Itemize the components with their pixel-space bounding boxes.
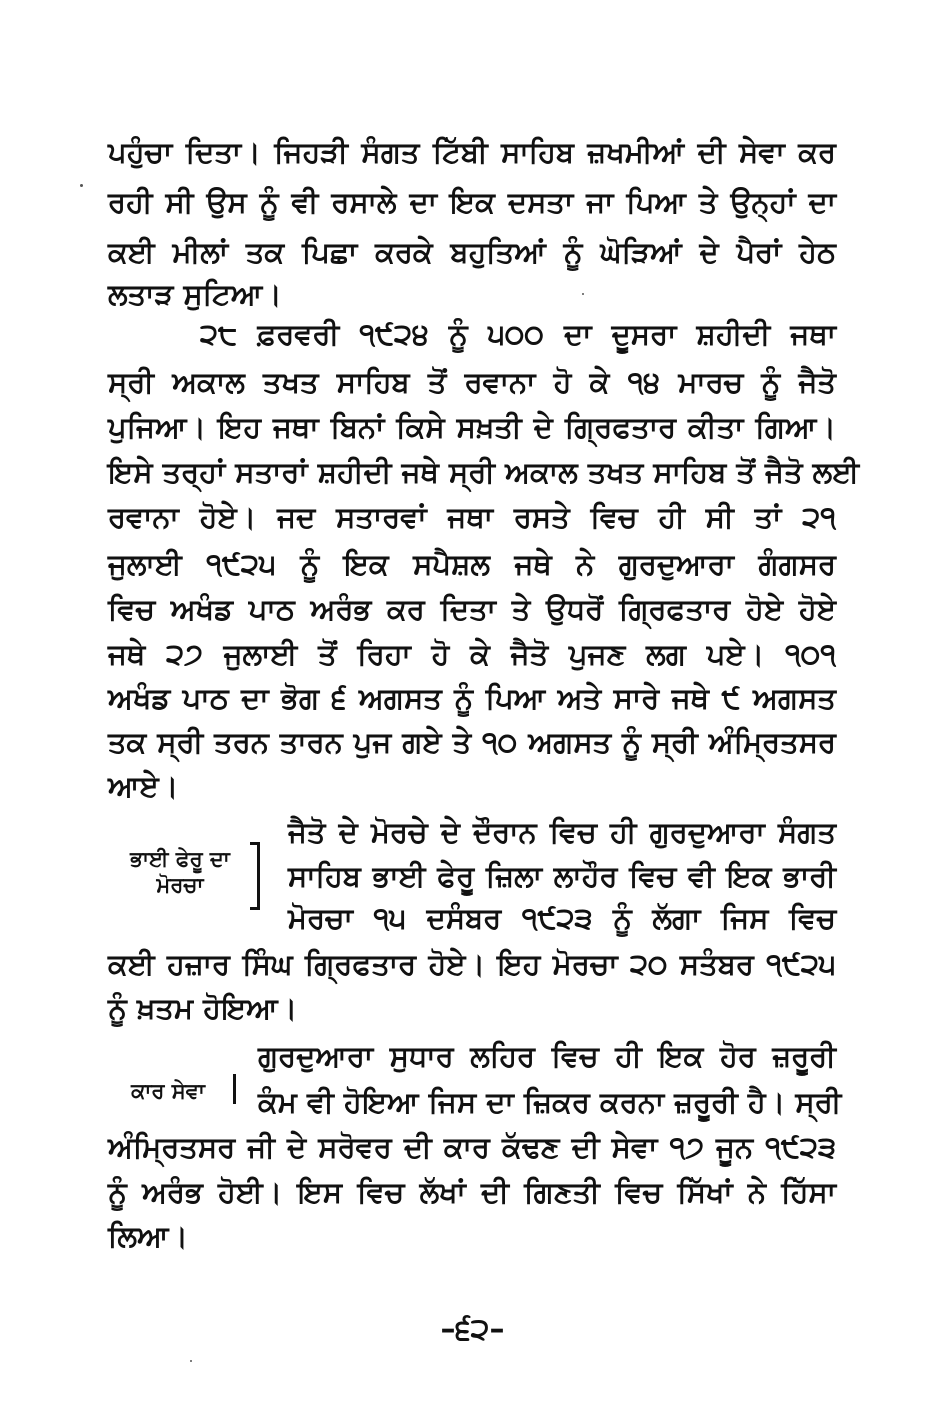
text-line: ਜੈਤੋ ਦੇ ਮੋਰਚੇ ਦੇ ਦੌਰਾਨ ਵਿਚ ਹੀ ਗੁਰਦੁਆਰਾ ਸੰਗਤ [288, 815, 836, 849]
side-note-line: ਮੋਰਚਾ [156, 873, 204, 898]
text-line: ੨੮ ਫ਼ਰਵਰੀ ੧੯੨੪ ਨੂੰ ੫੦੦ ਦਾ ਦੂਸਰਾ ਸ਼ਹੀਦੀ ਜਥਾ [200, 317, 836, 351]
scan-speck [582, 293, 584, 295]
text-line: ਕਈ ਮੀਲਾਂ ਤਕ ਪਿਛਾ ਕਰਕੇ ਬਹੁਤਿਆਂ ਨੂੰ ਘੋੜਿਆਂ ਦੇ ਪੈਰਾਂ ਹੇਠ [108, 235, 836, 269]
text-line: ਰਹੀ ਸੀ ਉਸ ਨੂੰ ਵੀ ਰਸਾਲੇ ਦਾ ਇਕ ਦਸਤਾ ਜਾ ਪਿਆ ਤੇ ਉਨ੍ਹਾਂ ਦਾ [108, 185, 836, 219]
text-line: ਅੰਮ੍ਰਿਤਸਰ ਜੀ ਦੇ ਸਰੋਵਰ ਦੀ ਕਾਰ ਕੱਢਣ ਦੀ ਸੇਵਾ ੧੭ ਜੂਨ ੧੯੨੩ [108, 1130, 836, 1164]
text-line: ਵਿਚ ਅਖੰਡ ਪਾਠ ਅਰੰਭ ਕਰ ਦਿਤਾ ਤੇ ਉਧਰੋਂ ਗ੍ਰਿਫਤਾਰ ਹੋਏ ਹੋਏ [108, 592, 836, 626]
text-line: ਨੂੰ ਖ਼ਤਮ ਹੋਇਆ। [108, 991, 298, 1025]
scan-speck [80, 184, 83, 187]
text-line: ਜੁਲਾਈ ੧੯੨੫ ਨੂੰ ਇਕ ਸਪੈਸ਼ਲ ਜਥੇ ਨੇ ਗੁਰਦੁਆਰਾ ਗੰਗਸਰ [108, 547, 836, 581]
text-line: ਲਤਾੜ ਸੁਟਿਆ। [108, 277, 282, 311]
text-line: ਕੰਮ ਵੀ ਹੋਇਆ ਜਿਸ ਦਾ ਜ਼ਿਕਰ ਕਰਨਾ ਜ਼ਰੂਰੀ ਹੈ। ਸ੍ਰੀ [258, 1085, 842, 1119]
text-line: ਨੂੰ ਅਰੰਭ ਹੋਈ। ਇਸ ਵਿਚ ਲੱਖਾਂ ਦੀ ਗਿਣਤੀ ਵਿਚ ਸਿੱਖਾਂ ਨੇ ਹਿੱਸਾ [108, 1175, 836, 1209]
text-line: ਗੁਰਦੁਆਰਾ ਸੁਧਾਰ ਲਹਿਰ ਵਿਚ ਹੀ ਇਕ ਹੋਰ ਜ਼ਰੂਰੀ [258, 1039, 836, 1073]
side-note-line: ਕਾਰ ਸੇਵਾ [131, 1079, 205, 1103]
scan-speck [190, 1360, 192, 1362]
text-line: ਅਖੰਡ ਪਾਠ ਦਾ ਭੋਗ ੬ ਅਗਸਤ ਨੂੰ ਪਿਆ ਅਤੇ ਸਾਰੇ ਜਥੇ ੯ ਅਗਸਤ [108, 681, 836, 715]
text-line: ਜਥੇ ੨੭ ਜੁਲਾਈ ਤੋਂ ਰਿਹਾ ਹੋ ਕੇ ਜੈਤੋ ਪੁਜਣ ਲਗ ਪਏ। ੧੦੧ [108, 637, 836, 671]
side-note-bracket [250, 842, 260, 910]
text-line: ਇਸੇ ਤਰ੍ਹਾਂ ਸਤਾਰਾਂ ਸ਼ਹੀਦੀ ਜਥੇ ਸ੍ਰੀ ਅਕਾਲ ਤਖਤ ਸਾਹਿਬ ਤੋਂ ਜੈਤੋ ਲਈ [108, 455, 860, 489]
text-line: ਪਹੁੰਚਾ ਦਿਤਾ। ਜਿਹੜੀ ਸੰਗਤ ਟਿੱਬੀ ਸਾਹਿਬ ਜ਼ਖਮੀਆਂ ਦੀ ਸੇਵਾ ਕਰ [108, 135, 836, 169]
text-line: ਤਕ ਸ੍ਰੀ ਤਰਨ ਤਾਰਨ ਪੁਜ ਗਏ ਤੇ ੧੦ ਅਗਸਤ ਨੂੰ ਸ੍ਰੀ ਅੰਮ੍ਰਿਤਸਰ [108, 725, 836, 759]
text-line: ਪੁਜਿਆ। ਇਹ ਜਥਾ ਬਿਨਾਂ ਕਿਸੇ ਸਖ਼ਤੀ ਦੇ ਗ੍ਰਿਫਤਾਰ ਕੀਤਾ ਗਿਆ। [108, 410, 836, 444]
text-line: ਆਏ। [108, 769, 179, 803]
side-note-bhai-pheru [110, 846, 250, 899]
side-note-kar-seva [108, 1078, 228, 1104]
side-note-bracket [226, 1074, 236, 1104]
text-line: ਲਿਆ। [108, 1219, 189, 1253]
text-line: ਸ੍ਰੀ ਅਕਾਲ ਤਖਤ ਸਾਹਿਬ ਤੋਂ ਰਵਾਨਾ ਹੋ ਕੇ ੧੪ ਮਾਰਚ ਨੂੰ ਜੈਤੋ [108, 365, 836, 399]
text-line: ਮੋਰਚਾ ੧੫ ਦਸੰਬਰ ੧੯੨੩ ਨੂੰ ਲੱਗਾ ਜਿਸ ਵਿਚ [288, 901, 836, 935]
text-line: ਰਵਾਨਾ ਹੋਏ। ਜਦ ਸਤਾਰਵਾਂ ਜਥਾ ਰਸਤੇ ਵਿਚ ਹੀ ਸੀ ਤਾਂ ੨੧ [108, 500, 836, 534]
page-number: –੬੨– [440, 1312, 505, 1347]
text-line: ਕਈ ਹਜ਼ਾਰ ਸਿੰਘ ਗ੍ਰਿਫਤਾਰ ਹੋਏ। ਇਹ ਮੋਰਚਾ ੨੦ ਸਤੰਬਰ ੧੯੨੫ [108, 947, 836, 981]
side-note-line: ਭਾਈ ਫੇਰੂ ਦਾ [130, 847, 230, 871]
text-line: ਸਾਹਿਬ ਭਾਈ ਫੇਰੂ ਜ਼ਿਲਾ ਲਾਹੌਰ ਵਿਚ ਵੀ ਇਕ ਭਾਰੀ [288, 859, 836, 893]
